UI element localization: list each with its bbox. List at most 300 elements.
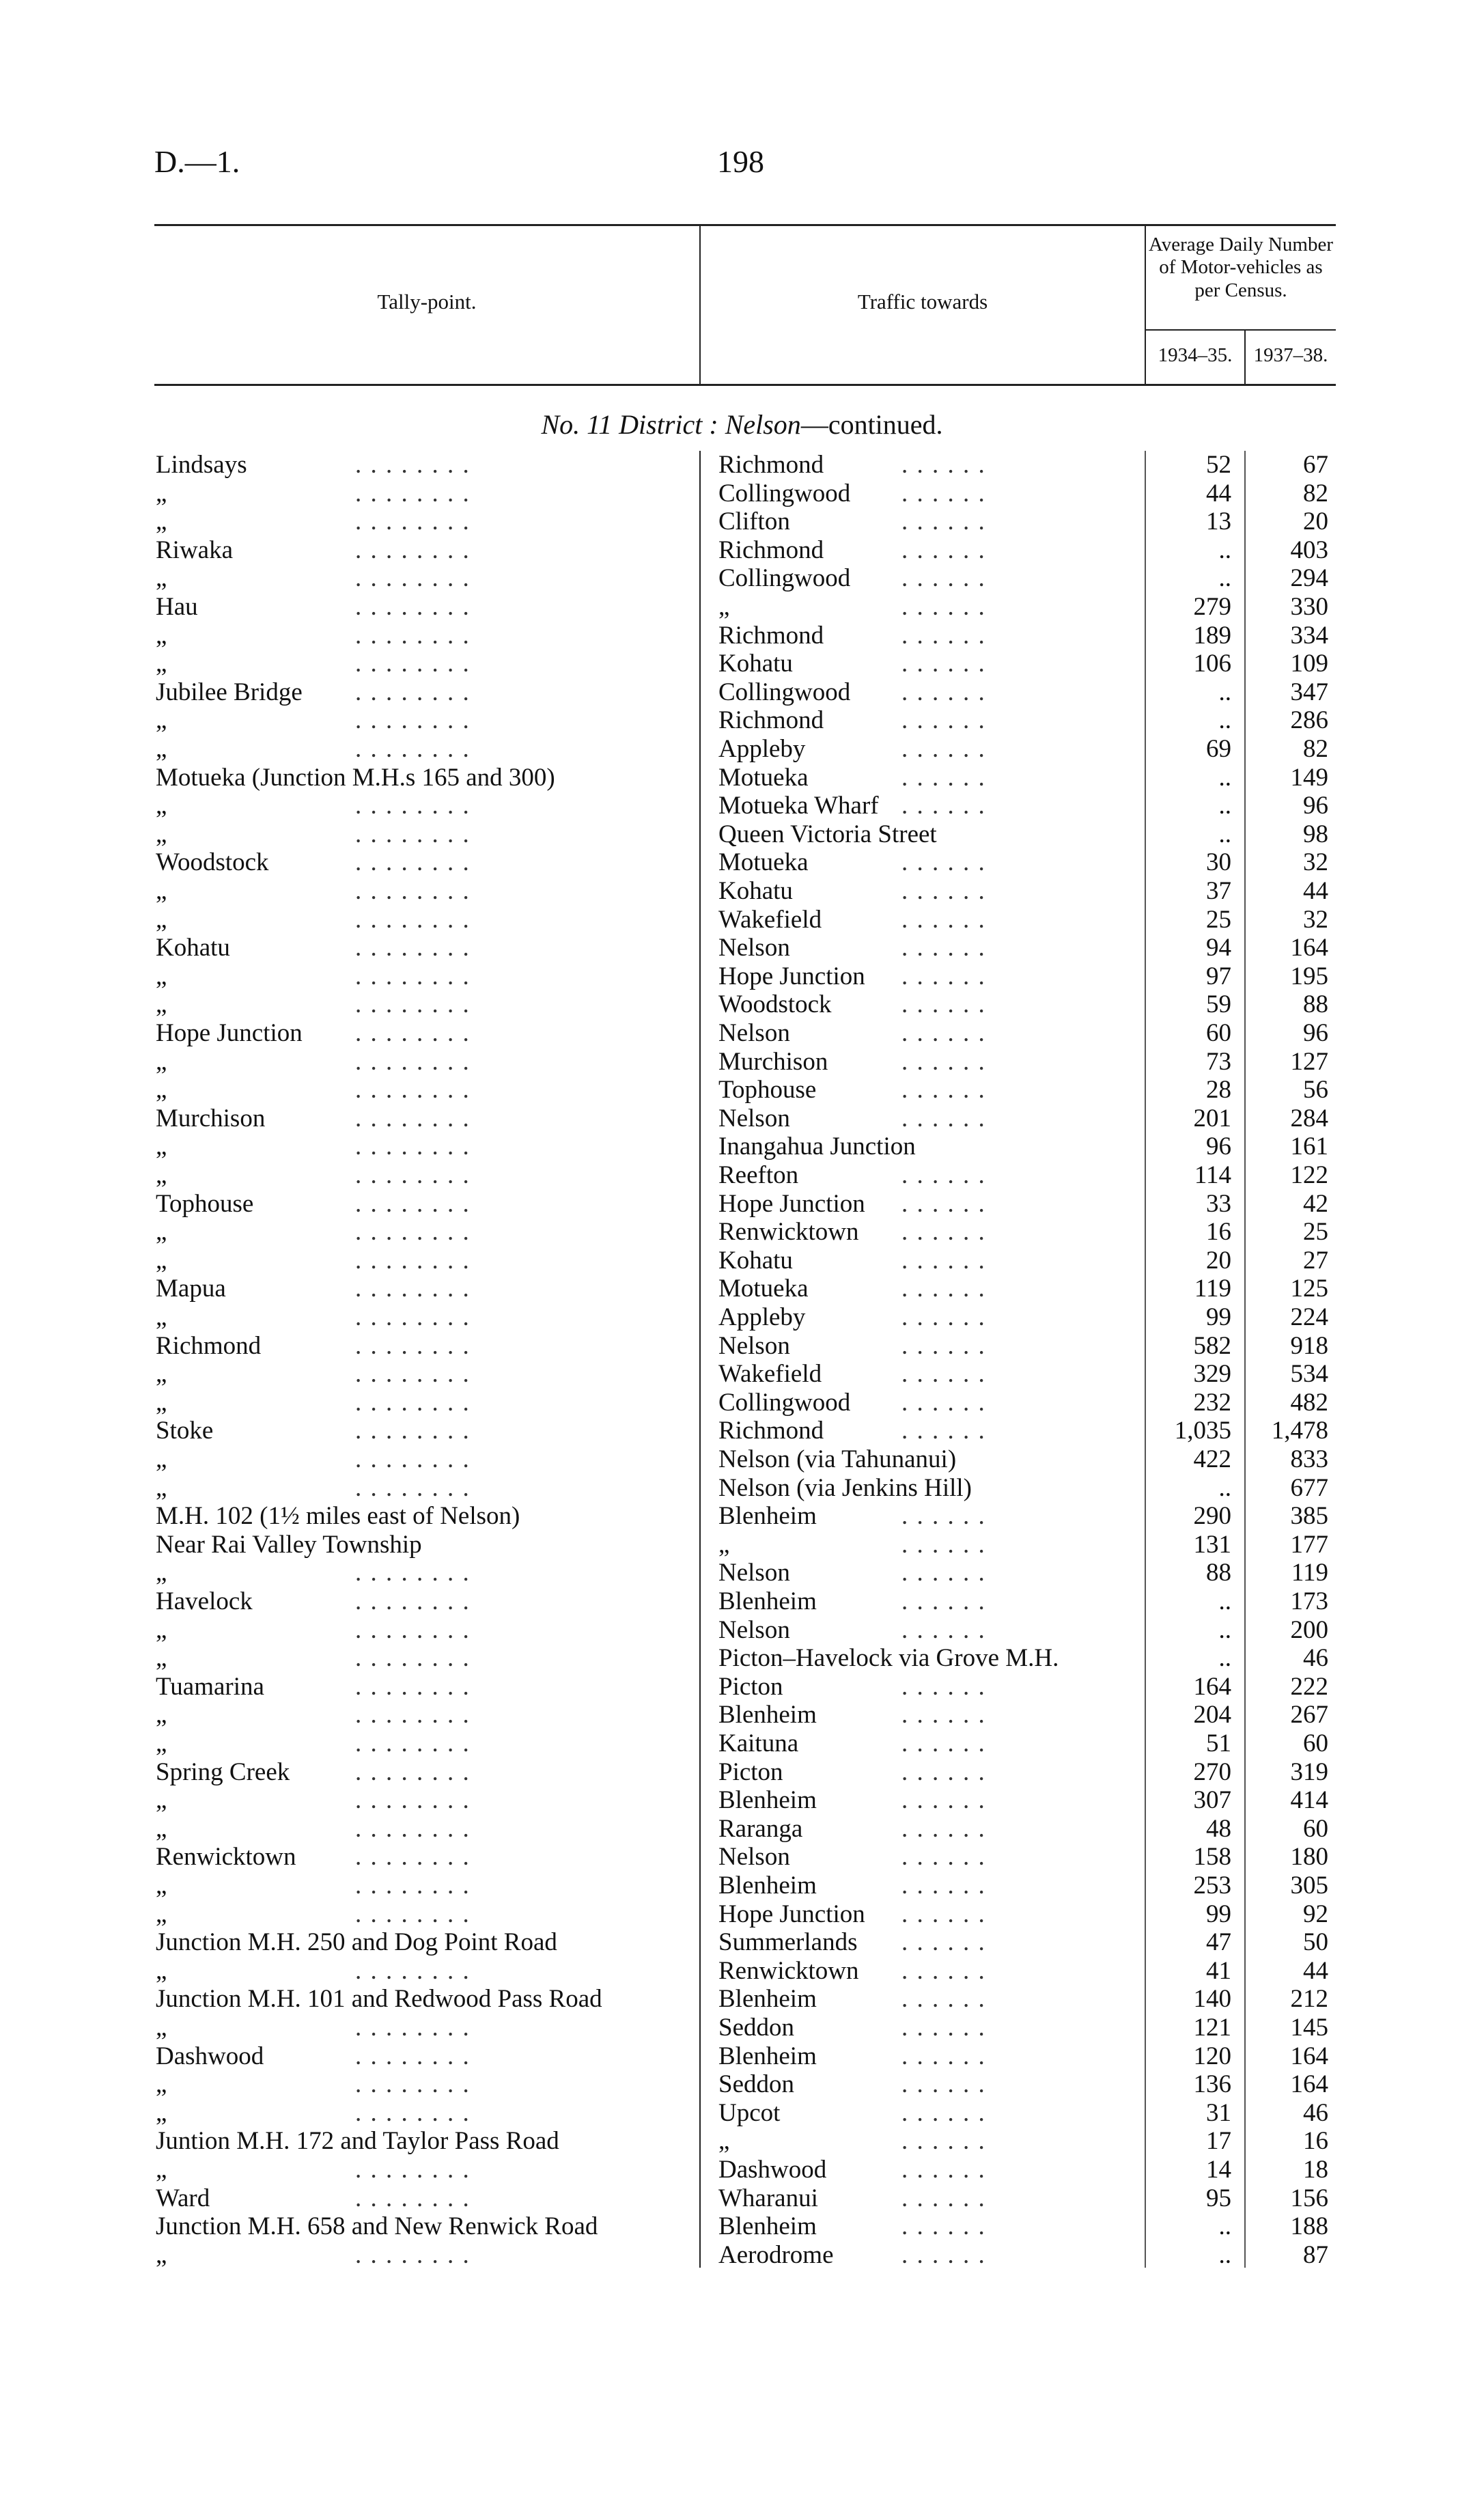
leader-dots: . . . . . . . .: [355, 1956, 471, 1985]
leader-dots: . . . . . .: [901, 792, 986, 820]
leader-dots: . . . . . .: [901, 1587, 986, 1615]
leader-dots: . . . . . . . .: [355, 2014, 471, 2042]
leader-dots: . . . . . . . .: [355, 2042, 471, 2070]
table-row: [0, 906, 1484, 934]
leader-dots: . . . . . . . .: [355, 1047, 471, 1076]
table-row: [0, 564, 1484, 593]
traffic-towards-cell: Collingwood: [718, 564, 851, 593]
tally-point-cell: „: [156, 1388, 167, 1417]
count-1937-cell: 305: [1290, 1872, 1328, 1900]
traffic-towards-cell: Seddon: [718, 2014, 794, 2042]
header-bottom-rule: [154, 384, 1336, 386]
leader-dots: . . . . . .: [901, 2184, 986, 2212]
traffic-towards-cell: Motueka: [718, 848, 809, 877]
tally-point-cell: „: [156, 2014, 167, 2042]
table-row: [0, 1701, 1484, 1729]
count-1937-cell: 87: [1303, 2240, 1328, 2269]
count-1934-cell: ..: [1218, 1587, 1231, 1615]
tally-point-cell: „: [156, 905, 167, 934]
count-1934-cell: 121: [1193, 2014, 1231, 2042]
traffic-towards-cell: Nelson: [718, 1559, 790, 1587]
count-1937-cell: 173: [1290, 1587, 1328, 1615]
count-1934-cell: 1,035: [1174, 1417, 1231, 1445]
traffic-towards-cell: Reefton: [718, 1161, 799, 1189]
count-1937-cell: 96: [1303, 1019, 1328, 1047]
count-1934-cell: ..: [1218, 1615, 1231, 1644]
traffic-towards-cell: Blenheim: [718, 1701, 817, 1729]
traffic-towards-cell: Summerlands: [718, 1928, 858, 1957]
tally-point-cell: „: [156, 962, 167, 990]
tally-point-cell: Near Rai Valley Township: [156, 1530, 422, 1559]
count-1937-cell: 44: [1303, 877, 1328, 905]
traffic-towards-cell: Nelson: [718, 1331, 790, 1360]
count-1934-cell: 290: [1193, 1502, 1231, 1531]
count-1934-cell: 270: [1193, 1757, 1231, 1786]
column-header-average-daily: Average Daily Number of Motor-vehicles as per Census.: [1148, 234, 1334, 301]
table-row: [0, 2099, 1484, 2128]
table-row: [0, 1900, 1484, 1929]
table-row: [0, 934, 1484, 962]
traffic-towards-cell: Hope Junction: [718, 962, 865, 990]
table-row: [0, 735, 1484, 764]
count-1937-cell: 88: [1303, 990, 1328, 1019]
leader-dots: . . . . . . . .: [355, 1757, 471, 1786]
table-row: [0, 536, 1484, 565]
traffic-towards-cell: Seddon: [718, 2070, 794, 2099]
tally-point-cell: „: [156, 1956, 167, 1985]
leader-dots: . . . . . .: [901, 2127, 986, 2156]
count-1934-cell: ..: [1218, 706, 1231, 735]
count-1937-cell: 833: [1290, 1445, 1328, 1473]
count-1937-cell: 347: [1290, 678, 1328, 706]
leader-dots: . . . . . .: [901, 1189, 986, 1218]
count-1937-cell: 32: [1303, 905, 1328, 934]
leader-dots: . . . . . .: [901, 2042, 986, 2070]
count-1937-cell: 16: [1303, 2127, 1328, 2156]
count-1934-cell: 158: [1193, 1843, 1231, 1872]
leader-dots: . . . . . . . .: [355, 650, 471, 678]
tally-point-cell: „: [156, 650, 167, 678]
tally-point-cell: „: [156, 1445, 167, 1473]
document-reference: D.—1.: [154, 144, 240, 179]
count-1934-cell: 140: [1193, 1985, 1231, 2014]
table-row: [0, 1843, 1484, 1872]
leader-dots: . . . . . . . .: [355, 1672, 471, 1701]
leader-dots: . . . . . .: [901, 1275, 986, 1303]
leader-dots: . . . . . . . .: [355, 507, 471, 536]
count-1934-cell: 25: [1206, 905, 1231, 934]
count-1937-cell: 60: [1303, 1729, 1328, 1757]
district-label: No. 11 District : Nelson: [541, 409, 801, 440]
table-row: [0, 2014, 1484, 2042]
table-row: [0, 1673, 1484, 1701]
count-1937-cell: 334: [1290, 621, 1328, 650]
traffic-towards-cell: Collingwood: [718, 479, 851, 507]
tally-point-cell: Ward: [156, 2184, 210, 2212]
leader-dots: . . . . . . . .: [355, 2240, 471, 2269]
leader-dots: . . . . . .: [901, 1956, 986, 1985]
count-1937-cell: 385: [1290, 1502, 1328, 1531]
traffic-towards-cell: Nelson: [718, 934, 790, 962]
table-row: [0, 1019, 1484, 1048]
count-1934-cell: ..: [1218, 1473, 1231, 1502]
traffic-towards-cell: Aerodrome: [718, 2240, 834, 2269]
leader-dots: . . . . . .: [901, 962, 986, 990]
count-1934-cell: 16: [1206, 1218, 1231, 1247]
traffic-towards-cell: Wharanui: [718, 2184, 818, 2212]
table-row: [0, 1417, 1484, 1445]
table-row: [0, 1559, 1484, 1587]
leader-dots: . . . . . . . .: [355, 593, 471, 621]
count-1934-cell: 279: [1193, 593, 1231, 621]
traffic-towards-cell: Hope Junction: [718, 1900, 865, 1928]
count-1934-cell: 33: [1206, 1189, 1231, 1218]
leader-dots: . . . . . . . .: [355, 1246, 471, 1275]
table-row: [0, 593, 1484, 622]
leader-dots: . . . . . .: [901, 1303, 986, 1331]
count-1937-cell: 284: [1290, 1104, 1328, 1132]
tally-point-cell: „: [156, 621, 167, 650]
tally-point-cell: „: [156, 877, 167, 905]
tally-point-cell: Murchison: [156, 1104, 266, 1132]
traffic-towards-cell: Appleby: [718, 735, 806, 763]
count-1937-cell: 164: [1290, 2042, 1328, 2070]
leader-dots: . . . . . .: [901, 763, 986, 792]
traffic-towards-cell: Nelson: [718, 1104, 790, 1132]
leader-dots: . . . . . .: [901, 1900, 986, 1928]
table-row: [0, 1928, 1484, 1957]
count-1937-cell: 145: [1290, 2014, 1328, 2042]
traffic-towards-cell: Picton: [718, 1672, 783, 1701]
leader-dots: . . . . . .: [901, 1417, 986, 1445]
tally-point-cell: „: [156, 507, 167, 536]
traffic-towards-cell: Upcot: [718, 2098, 781, 2127]
traffic-towards-cell: Wakefield: [718, 1360, 822, 1389]
leader-dots: . . . . . .: [901, 1047, 986, 1076]
traffic-towards-cell: Clifton: [718, 507, 790, 536]
count-1937-cell: 918: [1290, 1331, 1328, 1360]
tally-point-cell: „: [156, 1729, 167, 1757]
tally-point-cell: „: [156, 479, 167, 507]
traffic-towards-cell: Richmond: [718, 1417, 824, 1445]
table-row: [0, 1587, 1484, 1616]
leader-dots: . . . . . . . .: [355, 536, 471, 564]
table-row: [0, 1957, 1484, 1986]
traffic-towards-cell: Collingwood: [718, 678, 851, 706]
count-1934-cell: 422: [1193, 1445, 1231, 1473]
leader-dots: . . . . . . . .: [355, 1331, 471, 1360]
count-1937-cell: 20: [1303, 507, 1328, 536]
count-1934-cell: 201: [1193, 1104, 1231, 1132]
tally-point-cell: „: [156, 2240, 167, 2269]
table-row: [0, 2070, 1484, 2099]
tally-point-cell: Junction M.H. 101 and Redwood Pass Road: [156, 1985, 602, 2014]
leader-dots: . . . . . . . .: [355, 1843, 471, 1872]
count-1937-cell: 161: [1290, 1132, 1328, 1161]
tally-point-cell: Richmond: [156, 1331, 262, 1360]
tally-point-cell: Lindsays: [156, 451, 247, 479]
leader-dots: . . . . . . . .: [355, 1275, 471, 1303]
table-row: [0, 1531, 1484, 1559]
leader-dots: . . . . . . . .: [355, 962, 471, 990]
tally-point-cell: „: [156, 1644, 167, 1673]
traffic-towards-cell: Hope Junction: [718, 1189, 865, 1218]
count-1937-cell: 98: [1303, 820, 1328, 848]
leader-dots: . . . . . .: [901, 1729, 986, 1757]
table-row: [0, 1132, 1484, 1161]
traffic-towards-cell: Raranga: [718, 1814, 803, 1843]
traffic-towards-cell: Blenheim: [718, 2042, 817, 2070]
count-1937-cell: 56: [1303, 1076, 1328, 1104]
count-1937-cell: 96: [1303, 792, 1328, 820]
traffic-towards-cell: Blenheim: [718, 1786, 817, 1815]
count-1937-cell: 286: [1290, 706, 1328, 735]
count-1937-cell: 18: [1303, 2156, 1328, 2184]
traffic-towards-cell: Renwicktown: [718, 1956, 859, 1985]
count-1934-cell: 582: [1193, 1331, 1231, 1360]
table-row: [0, 2042, 1484, 2071]
count-1934-cell: 14: [1206, 2156, 1231, 2184]
traffic-towards-cell: Richmond: [718, 706, 824, 735]
traffic-towards-cell: Richmond: [718, 451, 824, 479]
traffic-towards-cell: Collingwood: [718, 1388, 851, 1417]
leader-dots: . . . . . . . .: [355, 1189, 471, 1218]
traffic-towards-cell: Richmond: [718, 621, 824, 650]
traffic-towards-cell: Richmond: [718, 536, 824, 564]
count-1934-cell: 95: [1206, 2184, 1231, 2212]
leader-dots: . . . . . .: [901, 1530, 986, 1559]
leader-dots: . . . . . .: [901, 848, 986, 877]
traffic-towards-cell: Nelson: [718, 1615, 790, 1644]
table-row: [0, 1360, 1484, 1389]
tally-point-cell: „: [156, 1701, 167, 1729]
leader-dots: . . . . . . . .: [355, 1587, 471, 1615]
leader-dots: . . . . . .: [901, 1076, 986, 1104]
count-1934-cell: 120: [1193, 2042, 1231, 2070]
leader-dots: . . . . . . . .: [355, 1417, 471, 1445]
table-row: [0, 1389, 1484, 1417]
tally-point-cell: Hope Junction: [156, 1019, 303, 1047]
count-1934-cell: 88: [1206, 1559, 1231, 1587]
tally-point-cell: „: [156, 1786, 167, 1815]
column-header-year-1937: 1937–38.: [1253, 344, 1328, 366]
leader-dots: . . . . . . . .: [355, 621, 471, 650]
leader-dots: . . . . . .: [901, 2098, 986, 2127]
count-1937-cell: 122: [1290, 1161, 1328, 1189]
count-1934-cell: 37: [1206, 877, 1231, 905]
traffic-towards-cell: Motueka: [718, 763, 809, 792]
count-1934-cell: 253: [1193, 1872, 1231, 1900]
leader-dots: . . . . . . . .: [355, 1814, 471, 1843]
leader-dots: . . . . . . . .: [355, 2184, 471, 2212]
count-1934-cell: 20: [1206, 1246, 1231, 1275]
table-row: [0, 764, 1484, 792]
count-1937-cell: 82: [1303, 479, 1328, 507]
traffic-towards-cell: Woodstock: [718, 990, 832, 1019]
header-year-rule: [1145, 329, 1336, 331]
table-row: [0, 2184, 1484, 2213]
leader-dots: . . . . . . . .: [355, 848, 471, 877]
leader-dots: . . . . . .: [901, 934, 986, 962]
leader-dots: . . . . . . . .: [355, 1019, 471, 1047]
count-1937-cell: 50: [1303, 1928, 1328, 1957]
leader-dots: . . . . . . . .: [355, 735, 471, 763]
table-row: [0, 1985, 1484, 2014]
leader-dots: . . . . . . . .: [355, 1218, 471, 1247]
count-1937-cell: 149: [1290, 763, 1328, 792]
traffic-towards-cell: Picton–Havelock via Grove M.H.: [718, 1644, 1059, 1673]
tally-point-cell: Stoke: [156, 1417, 214, 1445]
leader-dots: . . . . . .: [901, 650, 986, 678]
count-1937-cell: 125: [1290, 1275, 1328, 1303]
leader-dots: . . . . . . . .: [355, 905, 471, 934]
leader-dots: . . . . . . . .: [355, 1559, 471, 1587]
table-row: [0, 1502, 1484, 1531]
table-row: [0, 1815, 1484, 1844]
tally-point-cell: „: [156, 1076, 167, 1104]
tally-point-cell: „: [156, 564, 167, 593]
leader-dots: . . . . . . . .: [355, 1303, 471, 1331]
table-row: [0, 1104, 1484, 1133]
table-row: [0, 877, 1484, 906]
tally-point-cell: „: [156, 1360, 167, 1389]
leader-dots: . . . . . . . .: [355, 1644, 471, 1673]
count-1934-cell: 99: [1206, 1900, 1231, 1928]
count-1934-cell: 47: [1206, 1928, 1231, 1957]
tally-point-cell: „: [156, 990, 167, 1019]
tally-point-cell: „: [156, 2156, 167, 2184]
table-row: [0, 1474, 1484, 1503]
leader-dots: . . . . . . . .: [355, 706, 471, 735]
leader-dots: . . . . . . . .: [355, 1729, 471, 1757]
leader-dots: . . . . . . . .: [355, 1473, 471, 1502]
count-1934-cell: 48: [1206, 1814, 1231, 1843]
table-row: [0, 1616, 1484, 1645]
tally-point-cell: Renwicktown: [156, 1843, 296, 1872]
tally-point-cell: „: [156, 1559, 167, 1587]
count-1937-cell: 267: [1290, 1701, 1328, 1729]
count-1937-cell: 25: [1303, 1218, 1328, 1247]
count-1934-cell: 131: [1193, 1530, 1231, 1559]
traffic-towards-cell: Blenheim: [718, 2212, 817, 2241]
count-1934-cell: 114: [1194, 1161, 1231, 1189]
leader-dots: . . . . . .: [901, 1985, 986, 2014]
leader-dots: . . . . . .: [901, 2240, 986, 2269]
count-1937-cell: 319: [1290, 1757, 1328, 1786]
traffic-towards-cell: Kohatu: [718, 877, 793, 905]
leader-dots: . . . . . .: [901, 621, 986, 650]
tally-point-cell: Tuamarina: [156, 1672, 264, 1701]
table-row: [0, 990, 1484, 1019]
leader-dots: . . . . . . . .: [355, 1104, 471, 1132]
traffic-towards-cell: „: [718, 593, 730, 621]
count-1934-cell: 59: [1206, 990, 1231, 1019]
leader-dots: . . . . . .: [901, 1786, 986, 1815]
leader-dots: . . . . . .: [901, 564, 986, 593]
leader-dots: . . . . . . . .: [355, 792, 471, 820]
count-1937-cell: 482: [1290, 1388, 1328, 1417]
count-1934-cell: 189: [1193, 621, 1231, 650]
count-1937-cell: 414: [1290, 1786, 1328, 1815]
leader-dots: . . . . . .: [901, 593, 986, 621]
traffic-towards-cell: Appleby: [718, 1303, 806, 1331]
count-1934-cell: 164: [1193, 1672, 1231, 1701]
count-1937-cell: 164: [1290, 2070, 1328, 2099]
count-1934-cell: ..: [1218, 678, 1231, 706]
table-row: [0, 1644, 1484, 1673]
traffic-towards-cell: „: [718, 2127, 730, 2156]
traffic-towards-cell: „: [718, 1530, 730, 1559]
count-1937-cell: 119: [1291, 1559, 1328, 1587]
table-row: [0, 1218, 1484, 1247]
table-row: [0, 451, 1484, 479]
traffic-towards-cell: Queen Victoria Street: [718, 820, 937, 848]
leader-dots: . . . . . . . .: [355, 1701, 471, 1729]
table-row: [0, 792, 1484, 820]
count-1934-cell: ..: [1218, 1644, 1231, 1673]
table-row: [0, 1872, 1484, 1900]
traffic-towards-cell: Kaituna: [718, 1729, 799, 1757]
leader-dots: . . . . . .: [901, 1872, 986, 1900]
leader-dots: . . . . . . . .: [355, 934, 471, 962]
count-1937-cell: 127: [1290, 1047, 1328, 1076]
leader-dots: . . . . . . . .: [355, 877, 471, 905]
leader-dots: . . . . . .: [901, 990, 986, 1019]
leader-dots: . . . . . . . .: [355, 820, 471, 848]
count-1934-cell: 17: [1206, 2127, 1231, 2156]
tally-point-cell: Juntion M.H. 172 and Taylor Pass Road: [156, 2127, 559, 2156]
count-1934-cell: 232: [1193, 1388, 1231, 1417]
count-1934-cell: 96: [1206, 1132, 1231, 1161]
traffic-towards-cell: Tophouse: [718, 1076, 817, 1104]
count-1937-cell: 677: [1290, 1473, 1328, 1502]
leader-dots: . . . . . .: [901, 1104, 986, 1132]
count-1934-cell: 69: [1206, 735, 1231, 763]
traffic-towards-cell: Blenheim: [718, 1587, 817, 1615]
leader-dots: . . . . . .: [901, 1615, 986, 1644]
table-row: [0, 622, 1484, 650]
tally-point-cell: „: [156, 1615, 167, 1644]
tally-point-cell: „: [156, 1132, 167, 1161]
table-row: [0, 1332, 1484, 1361]
traffic-towards-cell: Nelson: [718, 1019, 790, 1047]
count-1937-cell: 177: [1290, 1530, 1328, 1559]
traffic-towards-cell: Blenheim: [718, 1872, 817, 1900]
leader-dots: . . . . . .: [901, 678, 986, 706]
tally-point-cell: Spring Creek: [156, 1757, 290, 1786]
leader-dots: . . . . . .: [901, 2212, 986, 2241]
leader-dots: . . . . . . . .: [355, 990, 471, 1019]
tally-point-cell: „: [156, 1872, 167, 1900]
count-1934-cell: 94: [1206, 934, 1231, 962]
count-1937-cell: 27: [1303, 1246, 1328, 1275]
leader-dots: . . . . . .: [901, 1928, 986, 1957]
tally-point-cell: „: [156, 2070, 167, 2099]
leader-dots: . . . . . .: [901, 2156, 986, 2184]
tally-point-cell: Kohatu: [156, 934, 230, 962]
count-1934-cell: 13: [1206, 507, 1231, 536]
leader-dots: . . . . . .: [901, 1559, 986, 1587]
leader-dots: . . . . . . . .: [355, 2156, 471, 2184]
traffic-towards-cell: Inangahua Junction: [718, 1132, 916, 1161]
traffic-towards-cell: Renwicktown: [718, 1218, 859, 1247]
count-1934-cell: 97: [1206, 962, 1231, 990]
tally-point-cell: Motueka (Junction M.H.s 165 and 300): [156, 763, 555, 792]
count-1934-cell: 52: [1206, 451, 1231, 479]
table-row: [0, 962, 1484, 991]
table-row: [0, 1786, 1484, 1815]
count-1937-cell: 44: [1303, 1956, 1328, 1985]
